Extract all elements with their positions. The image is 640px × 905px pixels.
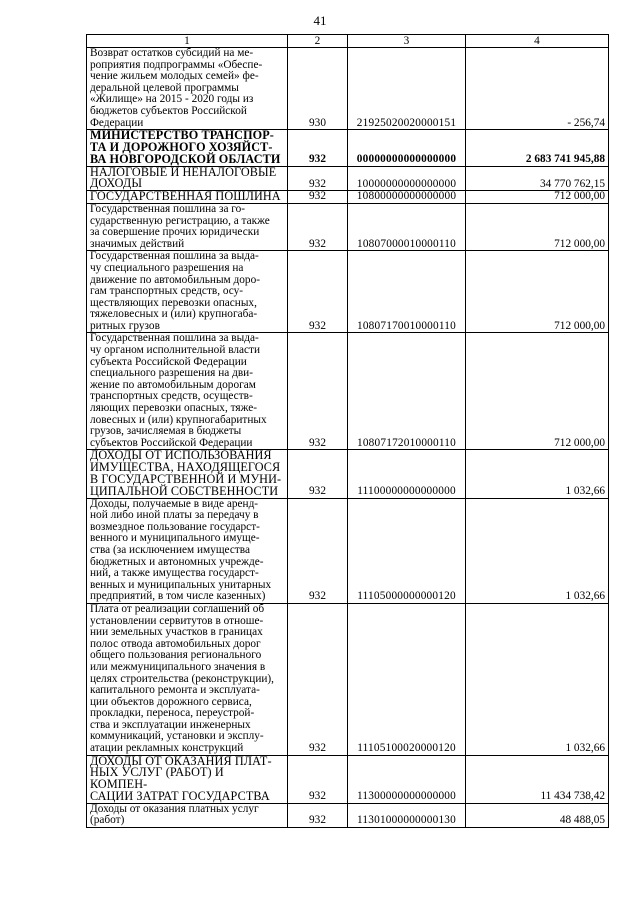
row-budget-code: 10807000010000110: [348, 203, 466, 250]
row-name: [87, 191, 288, 204]
row-name-line: ловесных и (или) крупногабаритных: [90, 413, 267, 426]
row-amount: 712 000,00: [466, 203, 609, 250]
row-admin-code: 932: [288, 166, 348, 191]
row-name: [87, 450, 288, 498]
row-amount: 2 683 741 945,88: [466, 130, 609, 166]
row-name-line: ний, а также имущества государст-: [90, 567, 259, 580]
row-name-line: субъекта Российской Федерации: [90, 355, 247, 368]
row-name-line: общего пользования регионального: [90, 649, 262, 662]
row-name-line: целях строительства (реконструкции),: [90, 672, 274, 685]
row-name-line: Государственная пошлина за го-: [90, 202, 246, 215]
row-admin-code: 932: [288, 803, 348, 827]
row-name-line: гам транспортных средств, осу-: [90, 285, 244, 298]
row-budget-code: 21925020020000151: [348, 48, 466, 130]
row-name-line: предприятий, в том числе казенных): [90, 590, 266, 603]
row-budget-code: 11100000000000000: [348, 450, 466, 498]
row-name-line: бюджетных и автономных учрежде-: [90, 555, 264, 568]
row-name: [87, 603, 288, 755]
row-budget-code: 10000000000000000: [348, 166, 466, 191]
row-name-line: ществляющих перевозки опасных,: [90, 296, 257, 309]
row-name-line: ДОХОДЫ: [90, 176, 143, 191]
row-name-line: Государственная пошлина за выда-: [90, 332, 259, 345]
row-name-line: прокладки, переноса, переустрой-: [90, 707, 255, 720]
row-admin-code: 930: [288, 48, 348, 130]
row-name-line: Доходы от оказания платных услуг: [90, 802, 259, 815]
row-name-line: ДОХОДЫ ОТ ОКАЗАНИЯ ПЛАТ-: [90, 753, 272, 768]
row-name-line: Федерации: [90, 116, 144, 129]
table-row: [87, 803, 609, 827]
table-row: [87, 166, 609, 191]
row-name-line: НАЛОГОВЫЕ И НЕНАЛОГОВЫЕ: [90, 164, 277, 179]
row-name-line: чение жильем молодых семей» фе-: [90, 70, 259, 83]
row-amount: 712 000,00: [466, 333, 609, 450]
row-amount: 712 000,00: [466, 251, 609, 333]
row-name-line: ритных грузов: [90, 319, 160, 332]
header-col-4: 4: [466, 35, 609, 48]
row-name-line: транспортных средств, осуществ-: [90, 390, 253, 403]
row-name-line: ТА И ДОРОЖНОГО ХОЗЯЙСТ-: [90, 139, 273, 154]
row-name: [87, 333, 288, 450]
row-name-line: В ГОСУДАРСТВЕННОЙ И МУНИ-: [90, 472, 282, 486]
table-row: [87, 333, 609, 450]
row-name-line: бюджетов субъектов Российской: [90, 104, 247, 117]
row-admin-code: 932: [288, 498, 348, 603]
row-name-line: деральной целевой программы: [90, 81, 239, 94]
row-admin-code: 932: [288, 755, 348, 803]
row-amount: 34 770 762,15: [466, 166, 609, 191]
row-name: [87, 498, 288, 603]
row-admin-code: 932: [288, 203, 348, 250]
row-name-line: ства и эксплуатации инженерных: [90, 718, 251, 731]
row-name-line: МИНИСТЕРСТВО ТРАНСПОР-: [90, 128, 274, 143]
row-name-line: коммуникаций, установки и эксплу-: [90, 730, 264, 743]
page-number: 41: [313, 13, 327, 28]
row-admin-code: 932: [288, 450, 348, 498]
table-row: [87, 191, 609, 204]
table-row: [87, 130, 609, 166]
row-name-line: чу специального разрешения на: [90, 261, 244, 274]
row-name-line: САЦИИ ЗАТРАТ ГОСУДАРСТВА: [90, 789, 270, 804]
row-name: [87, 803, 288, 827]
row-name-line: специального разрешения на дви-: [90, 367, 253, 380]
row-name-line: ной либо иной платы за передачу в: [90, 509, 259, 522]
row-name: [87, 48, 288, 130]
row-admin-code: 932: [288, 191, 348, 204]
row-name-line: ВА НОВГОРОДСКОЙ ОБЛАСТИ: [90, 151, 281, 166]
row-name-line: грузов, зачисляемая в бюджеты: [90, 425, 242, 438]
table-row: [87, 48, 609, 130]
header-col-3: 3: [348, 35, 466, 48]
row-name: [87, 130, 288, 166]
row-amount: 1 032,66: [466, 603, 609, 755]
row-budget-code: 10807172010000110: [348, 333, 466, 450]
row-name-line: НЫХ УСЛУГ (РАБОТ) И КОМПЕН-: [90, 765, 224, 792]
row-name-line: роприятия подпрограммы «Обеспе-: [90, 58, 263, 71]
row-budget-code: 10800000000000000: [348, 191, 466, 204]
row-admin-code: 932: [288, 251, 348, 333]
table-header-row: [87, 35, 609, 48]
row-name-line: субъектов Российской Федерации: [90, 436, 253, 449]
row-name: [87, 203, 288, 250]
row-admin-code: 932: [288, 603, 348, 755]
row-name-line: полос отвода автомобильных дорог: [90, 637, 261, 650]
row-name-line: движение по автомобильным доро-: [90, 273, 260, 286]
table-row: [87, 755, 609, 803]
row-name-line: атации рекламных конструкций: [90, 742, 244, 755]
row-name: [87, 251, 288, 333]
row-name-line: ства (за исключением имущества: [90, 543, 250, 556]
row-name-line: возмездное пользование государст-: [90, 520, 260, 533]
revenue-table-body: [87, 35, 609, 828]
row-name-line: (работ): [90, 814, 125, 827]
row-name-line: нии земельных участков в границах: [90, 626, 263, 639]
row-name-line: установлении сервитутов в отноше-: [90, 614, 264, 627]
row-amount: 11 434 738,42: [466, 755, 609, 803]
row-name-line: Возврат остатков субсидий на ме-: [90, 47, 254, 59]
row-budget-code: 11105000000000120: [348, 498, 466, 603]
table-row: [87, 498, 609, 603]
row-name-line: Государственная пошлина за выда-: [90, 250, 259, 263]
row-name-line: сударственную регистрацию, а также: [90, 214, 270, 227]
row-name-line: ляющих перевозки опасных, тяже-: [90, 402, 258, 415]
row-amount: 48 488,05: [466, 803, 609, 827]
header-col-1: 1: [87, 35, 288, 48]
row-admin-code: 932: [288, 130, 348, 166]
row-budget-code: 00000000000000000: [348, 130, 466, 166]
row-name-line: чу органом исполнительной власти: [90, 344, 261, 357]
row-budget-code: 10807170010000110: [348, 251, 466, 333]
row-name: [87, 755, 288, 803]
row-amount: - 256,74: [466, 48, 609, 130]
row-name: [87, 166, 288, 191]
row-budget-code: 11300000000000000: [348, 755, 466, 803]
row-amount: 712 000,00: [466, 191, 609, 204]
row-name-line: жение по автомобильным дорогам: [90, 378, 256, 391]
table-row: [87, 603, 609, 755]
row-name-line: капитального ремонта и эксплуата-: [90, 684, 260, 697]
row-name-line: «Жилище» на 2015 - 2020 годы из: [90, 93, 254, 106]
row-name-line: ИМУЩЕСТВА, НАХОДЯЩЕГОСЯ: [90, 460, 281, 475]
row-name-line: венных и муниципальных унитарных: [90, 578, 272, 591]
revenue-table: [86, 34, 609, 828]
table-row: [87, 450, 609, 498]
row-amount: 1 032,66: [466, 450, 609, 498]
row-name-line: или межмуниципального значения в: [90, 660, 266, 673]
row-name-line: ГОСУДАРСТВЕННАЯ ПОШЛИНА: [90, 189, 281, 204]
row-budget-code: 11105100020000120: [348, 603, 466, 755]
row-name-line: Плата от реализации соглашений об: [90, 602, 265, 615]
row-name-line: ДОХОДЫ ОТ ИСПОЛЬЗОВАНИЯ: [90, 448, 272, 463]
row-budget-code: 11301000000000130: [348, 803, 466, 827]
row-amount: 1 032,66: [466, 498, 609, 603]
row-name-line: ЦИПАЛЬНОЙ СОБСТВЕННОСТИ: [90, 483, 279, 498]
row-name-line: ции объектов дорожного сервиса,: [90, 695, 252, 708]
row-name-line: тяжеловесных и (или) крупногаба-: [90, 308, 258, 321]
row-name-line: значимых действий: [90, 237, 185, 250]
row-name-line: за совершение прочих юридически: [90, 226, 260, 239]
row-name-line: венного и муниципального имуще-: [90, 532, 260, 545]
header-col-2: 2: [288, 35, 348, 48]
row-name-line: Доходы, получаемые в виде аренд-: [90, 497, 259, 510]
row-admin-code: 932: [288, 333, 348, 450]
table-row: [87, 203, 609, 250]
table-row: [87, 251, 609, 333]
